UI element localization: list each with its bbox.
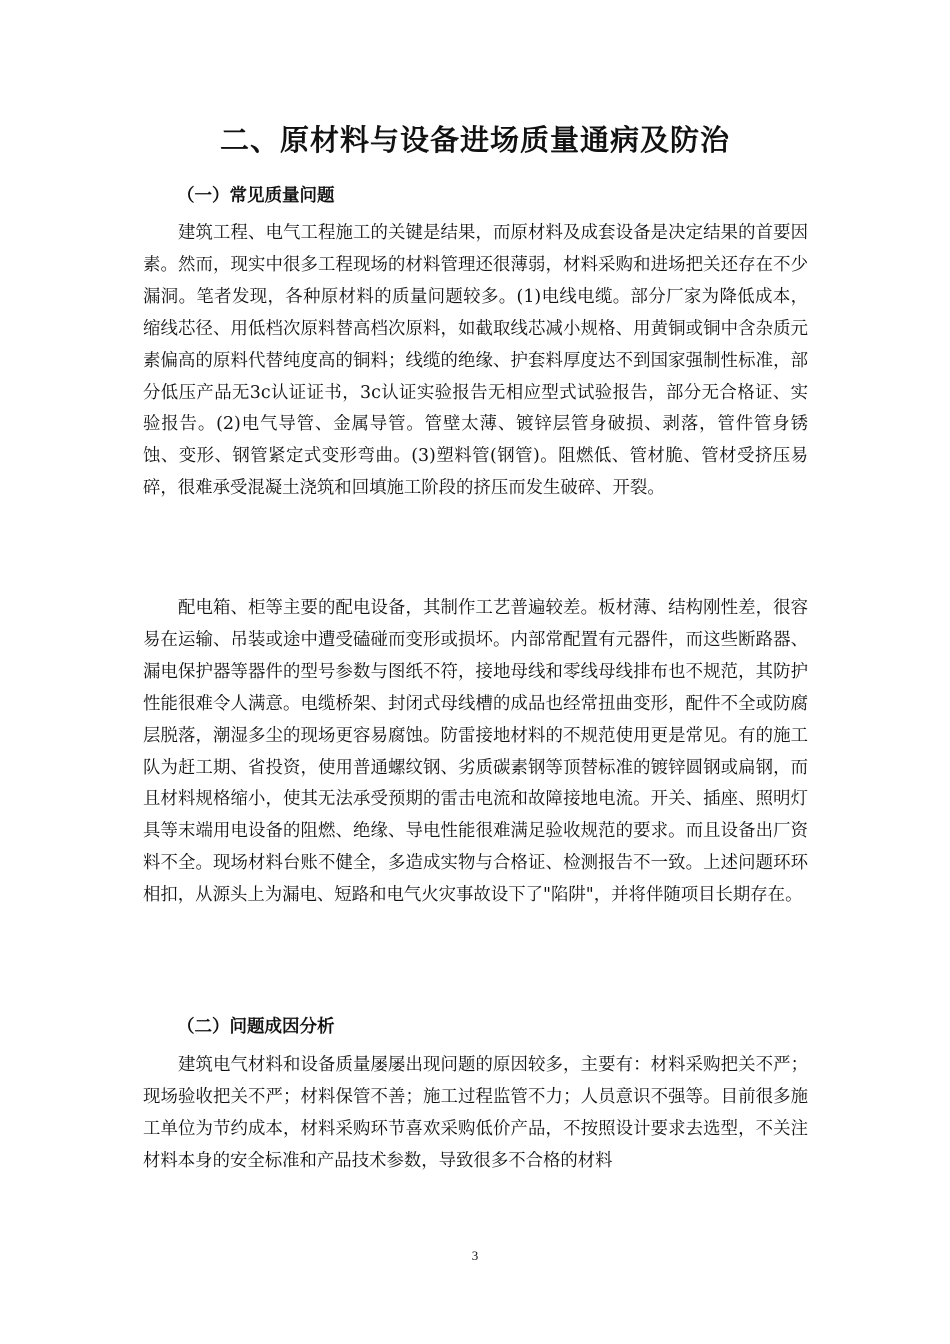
page-number: 3 bbox=[471, 1248, 479, 1263]
body-paragraph: 建筑工程、电气工程施工的关键是结果，而原材料及成套设备是决定结果的首要因素。然而，现实中很多工程现场的材料管理还很薄弱，材料采购和进场把关还存在不少漏洞。笔者发现，各种原材料的质量问题较多。(1)电线电缆。部分厂家为降低成本，缩线芯径、用低档次原料替高档次原料，如截取线芯减小规格、用黄铜或铜中含杂质元素偏高的原料代替纯度高的铜料；线缆的绝缘、护套料厚度达不到国家强制性标准，部分低压产品无3c认证证书，3c认证实验报告无相应型式试验报告，部分无合格证、实验报告。(2)电气导管、金属导管。管壁太薄、镀锌层管身破损、剥落，管件管身锈蚀、变形、钢管紧定式变形弯曲。(3)塑料管(钢管)。阻燃低、管材脆、管材受挤压易碎，很难承受混凝土浇筑和回填施工阶段的挤压而发生破碎、开裂。 bbox=[143, 223, 808, 499]
section-heading-cause-analysis: （二）问题成因分析 bbox=[177, 1017, 335, 1037]
chapter-title: 二、原材料与设备进场质量通病及防治 bbox=[219, 123, 730, 157]
body-paragraph: 配电箱、柜等主要的配电设备，其制作工艺普遍较差。板材薄、结构刚性差，很容易在运输、吊装或途中遭受磕碰而变形或损坏。内部常配置有元器件，而这些断路器、漏电保护器等器件的型号参数与图纸不符，接地母线和零线母线排布也不规范，其防护性能很难令人满意。电缆桥架、封闭式母线槽的成品也经常扭曲变形，配件不全或防腐层脱落，潮湿多尘的现场更容易腐蚀。防雷接地材料的不规范使用更是常见。有的施工队为赶工期、省投资，使用普通螺纹钢、劣质碳素钢等顶替标准的镀锌圆钢或扁钢，而且材料规格缩小，使其无法承受预期的雷击电流和故障接地电流。开关、插座、照明灯具等末端用电设备的阻燃、绝缘、导电性能很难满足验收规范的要求。而且设备出厂资料不全。现场材料台账不健全，多造成实物与合格证、检测报告不一致。上述问题环环相扣，从源头上为漏电、短路和电气火灾事故设下了"陷阱"，并将伴随项目长期存在。 bbox=[143, 598, 808, 906]
section-heading-common-problems: （一）常见质量问题 bbox=[177, 186, 335, 206]
body-paragraph: 建筑电气材料和设备质量屡屡出现问题的原因较多，主要有：材料采购把关不严；现场验收把关不严；材料保管不善；施工过程监管不力；人员意识不强等。目前很多施工单位为节约成本，材料采购环节喜欢采购低价产品，不按照设计要求去选型，不关注材料本身的安全标准和产品技术参数，导致很多不合格的材料 bbox=[143, 1055, 808, 1171]
